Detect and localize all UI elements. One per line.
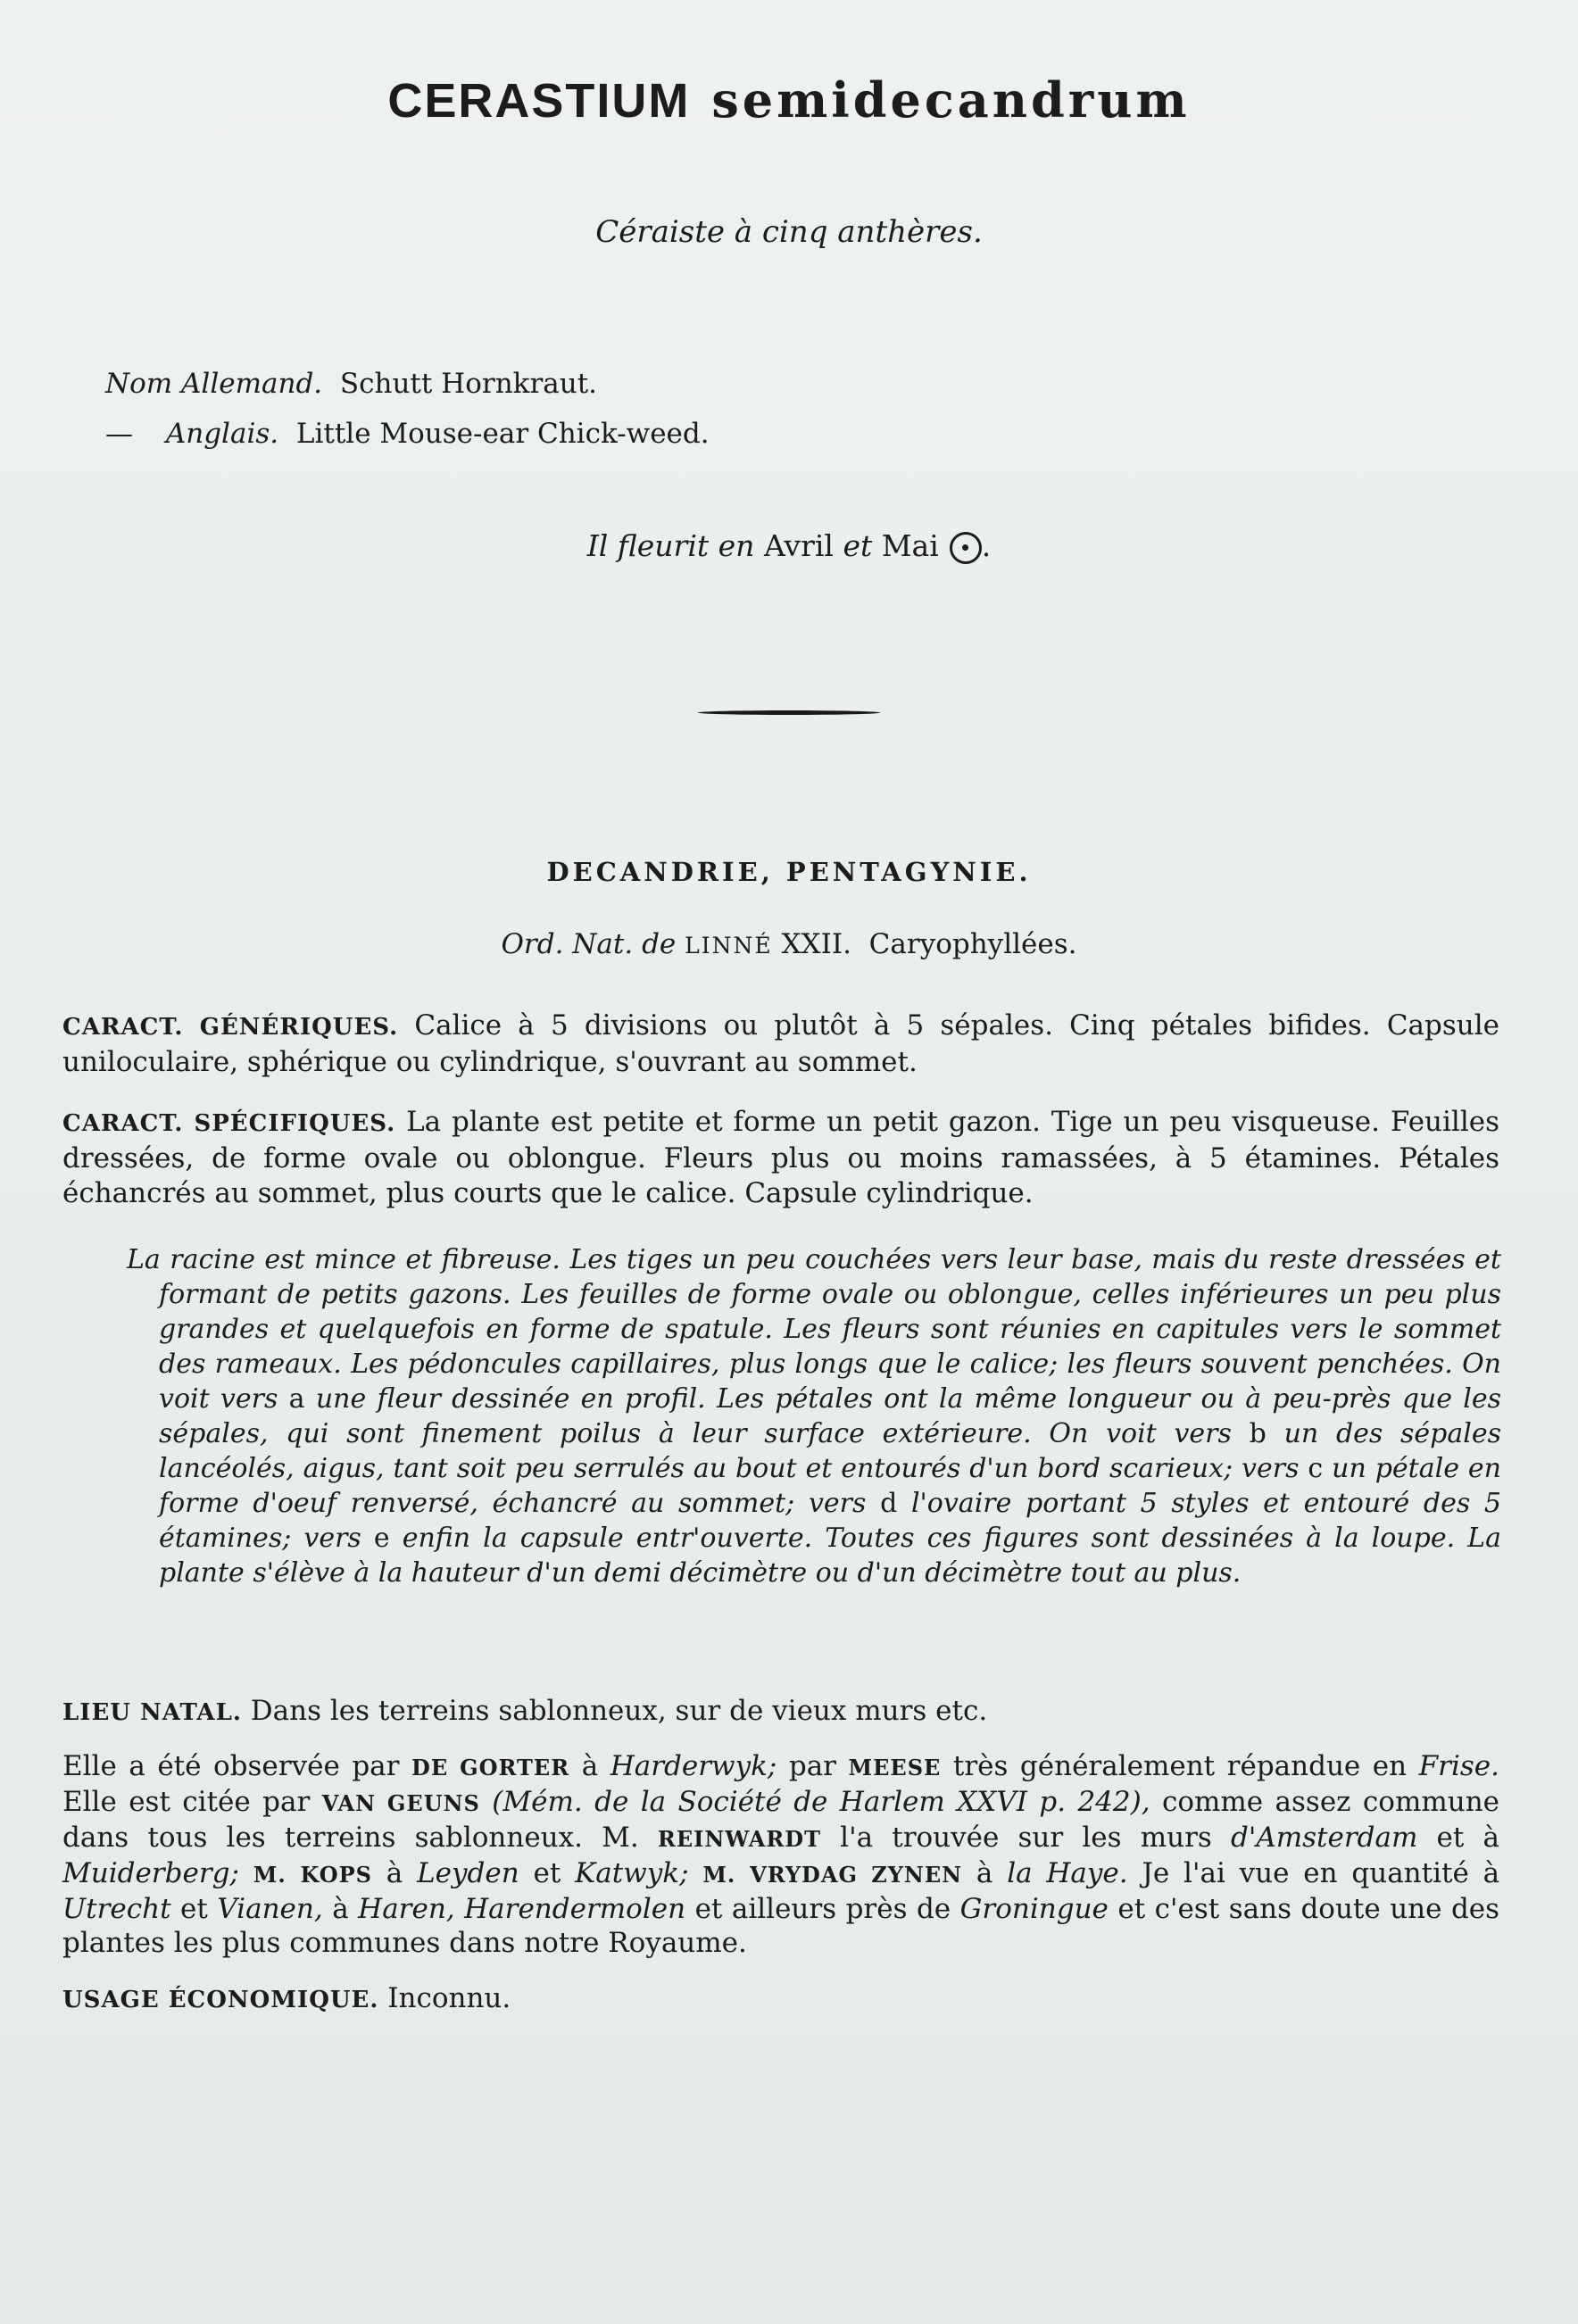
obs-text: et c'est sans doute une des plantes les plus communes dans notre Royaume. (62, 1893, 1500, 1959)
obs-text: Je l'ai vue en quantité à (1142, 1857, 1500, 1889)
genus-name: CERASTIUM (387, 74, 691, 128)
vernacular-names (105, 359, 710, 459)
flowering-conj: et (843, 528, 873, 563)
obs-text: comme assez commune dans tous les terreins sablonneux. M. (62, 1786, 1500, 1854)
place-name: Haren, Harendermolen (358, 1893, 686, 1925)
flowering-line: Il fleurit en Avril et Mai . (586, 528, 992, 563)
generic-characters (62, 1008, 1499, 1080)
economic-usage (62, 1981, 1499, 2018)
obs-text: et (533, 1857, 561, 1889)
german-value: Schutt Hornkraut. (339, 368, 598, 400)
habitat (62, 1694, 1499, 1731)
usage-heading: USAGE ÉCONOMIQUE. (62, 1987, 379, 2013)
english-label: Anglais. (165, 418, 279, 450)
german-name-line (105, 359, 710, 409)
observer-name: MEESE (848, 1755, 942, 1780)
figure-ref-d: d (880, 1488, 898, 1519)
obs-text: M. (253, 1862, 287, 1888)
french-common-name: Céraiste à cinq anthères. (595, 214, 983, 250)
generic-text: Calice à 5 divisions ou plutôt à 5 sépales. Cinq pétales bifides. Capsule uniloculaire, sphérique ou cylindrique, s'ouvrant au sommet. (62, 1009, 1500, 1078)
place-name: Frise. (1418, 1750, 1500, 1782)
obs-text: à (386, 1857, 403, 1889)
place-name: d'Amsterdam (1230, 1822, 1418, 1854)
ord-prefix: Ord. Nat. de (501, 928, 677, 960)
obs-text: et ailleurs près de (694, 1893, 951, 1925)
flowering-prefix: Il fleurit en (586, 528, 755, 563)
natural-order-line (0, 928, 1578, 960)
obs-text: très généralement répandue en (952, 1750, 1408, 1782)
plant-description (127, 1242, 1501, 1590)
english-dash: — (105, 418, 133, 450)
section-divider (698, 710, 880, 715)
description-part-6: enfin la capsule entr'ouverte. Toutes ces figures sont dessinées à la loupe. La plante s'élève à la hauteur d'un demi décimètre ou d'un décimètre tout au plus. (159, 1523, 1501, 1589)
specific-text: La plante est petite et forme un petit gazon. Tige un peu visqueuse. Feuilles dressées, de forme ovale ou oblongue. Fleurs plus ou moins ramassées, à 5 étamines. Pétales échancrés au sommet, plus courts que le calice. Capsule cylindrique. (62, 1106, 1500, 1209)
observer-name: VAN GEUNS (321, 1790, 480, 1816)
place-name: la Haye. (1007, 1857, 1128, 1889)
species-name: semidecandrum (711, 71, 1191, 129)
observer-name: KOPS (300, 1862, 372, 1888)
obs-text: à (976, 1857, 993, 1889)
page-title (0, 71, 1578, 129)
flowering-month-1: Avril (763, 528, 834, 563)
place-name: Vianen, (217, 1893, 323, 1925)
figure-ref-a: a (288, 1383, 305, 1415)
description-part-3: un des sépales lancéolés, aigus, tant soit peu serrulés au bout et entourés d'un bord scarieux; vers (159, 1418, 1502, 1484)
obs-text: M. (702, 1862, 736, 1888)
specific-characters (62, 1105, 1499, 1211)
obs-text: et (180, 1893, 208, 1925)
place-name: Harderwyk; (610, 1750, 777, 1782)
linne-name: LINNÉ (685, 933, 773, 959)
english-name-line (105, 409, 710, 459)
obs-text: par (788, 1750, 837, 1782)
bibliographic-reference: (Mém. de la Société de Harlem XXVI p. 242), (492, 1786, 1150, 1818)
observer-name: VRYDAG ZYNEN (750, 1862, 963, 1888)
obs-text: Elle a été observée par (62, 1750, 400, 1782)
ord-number: XXII. (781, 928, 851, 960)
place-name: Groningue (959, 1893, 1109, 1925)
english-value: Little Mouse-ear Chick-weed. (295, 418, 710, 450)
flowering-month-2: Mai (881, 528, 939, 563)
figure-ref-c: c (1308, 1453, 1324, 1484)
observations (62, 1749, 1499, 1960)
figure-ref-b: b (1249, 1418, 1267, 1449)
obs-text: à (581, 1750, 599, 1782)
family-name: Caryophyllées. (868, 928, 1077, 960)
place-name: Leyden (417, 1857, 519, 1889)
obs-text: et à (1436, 1822, 1499, 1854)
generic-heading: CARACT. GÉNÉRIQUES. (62, 1014, 399, 1041)
place-name: Utrecht (62, 1893, 171, 1925)
obs-text: à (332, 1893, 349, 1925)
observer-name: REINWARDT (657, 1826, 821, 1852)
figure-ref-e: e (373, 1523, 390, 1554)
description-part-5: l'ovaire portant 5 styles et entouré des 5 étamines; vers (159, 1488, 1501, 1554)
usage-text: Inconnu. (387, 1982, 511, 2014)
habitat-text: Dans les terreins sablonneux, sur de vieux murs etc. (250, 1695, 988, 1727)
obs-text: Elle est citée par (62, 1786, 311, 1818)
description-part-2: une fleur dessinée en profil. Les pétales ont la même longueur ou à peu-près que les sépales, qui sont finement poilus à leur surface extérieure. On voit vers (159, 1383, 1502, 1449)
habitat-heading: LIEU NATAL. (62, 1699, 242, 1726)
linnaean-class: DECANDRIE, PENTAGYNIE. (546, 857, 1032, 887)
place-name: Katwyk; (575, 1857, 689, 1889)
annual-symbol-icon (950, 532, 982, 564)
specific-heading: CARACT. SPÉCIFIQUES. (62, 1110, 396, 1137)
observer-name: DE GORTER (411, 1755, 570, 1780)
description-part-1: La racine est mince et fibreuse. Les tiges un peu couchées vers leur base, mais du reste dressées et formant de petits gazons. Les feuilles de forme ovale ou oblongue, celles inférieures un peu plus grandes et quelquefois en forme de spatule. Les fleurs sont réunies en capitules vers le sommet des rameaux. Les pédoncules capillaires, plus longs que le calice; les fleurs souvent penchées. On voit vers (127, 1244, 1501, 1415)
german-label: Nom Allemand. (105, 368, 323, 400)
place-name: Muiderberg; (62, 1857, 239, 1889)
obs-text: l'a trouvée sur les murs (840, 1822, 1212, 1854)
description-part-4: un pétale en forme d'oeuf renversé, échancré au sommet; vers (159, 1453, 1501, 1519)
